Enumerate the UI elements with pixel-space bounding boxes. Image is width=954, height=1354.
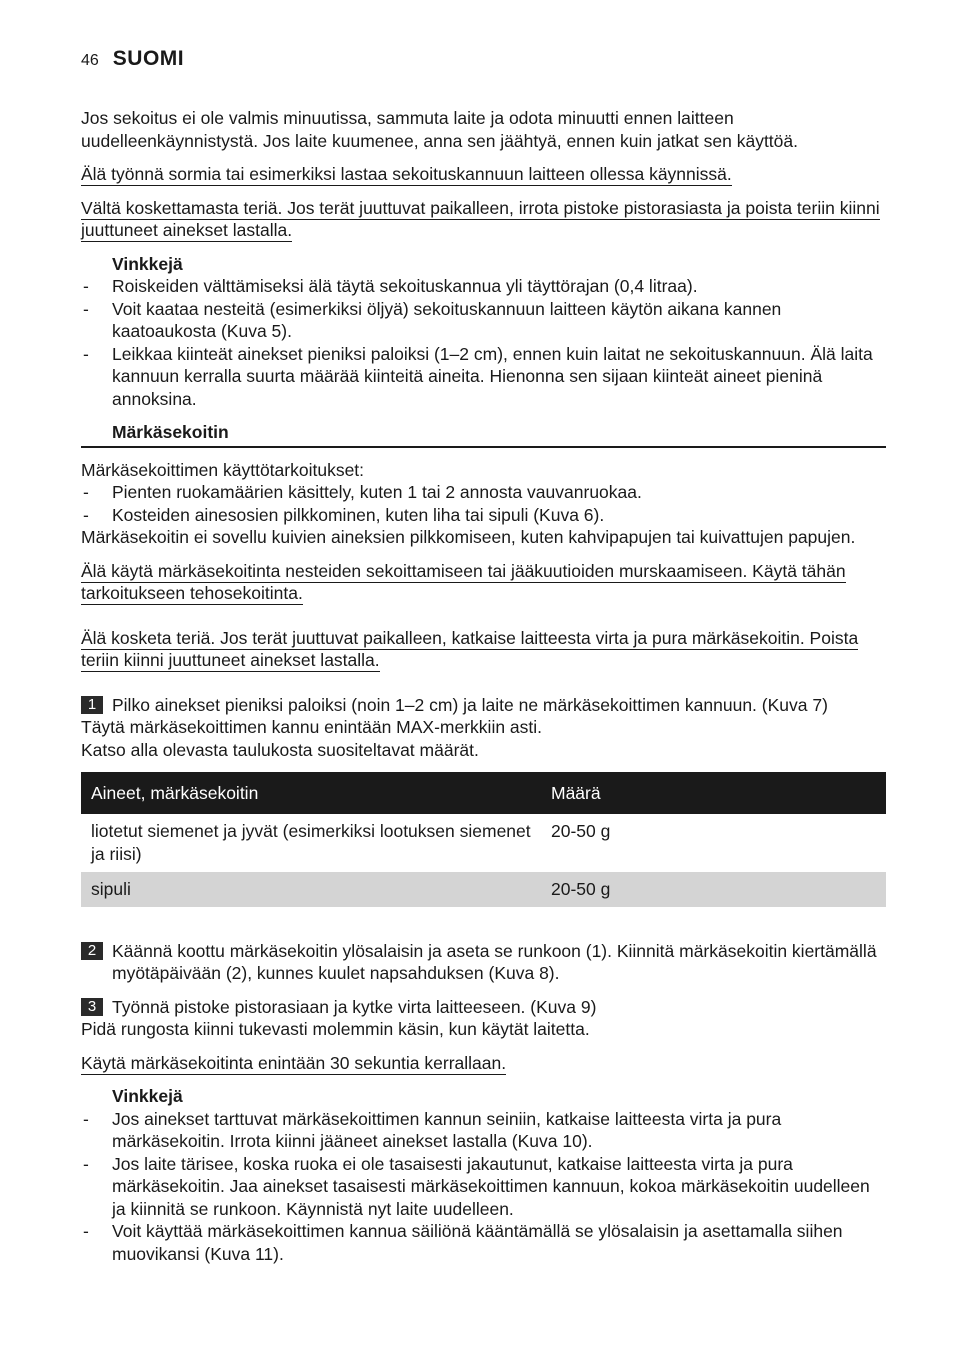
step-note: Täytä märkäsekoittimen kannu enintään MAX-merkkiin asti. [81, 717, 543, 737]
purposes-label: Märkäsekoittimen käyttötarkoitukset: [81, 459, 365, 480]
warning-fingers: Älä työnnä sormia tai esimerkiksi lastaa sekoituskannuun laitteen ollessa käynnissä. [81, 164, 732, 184]
warning-blades: Vältä koskettamasta teriä. Jos terät juuttuvat paikalleen, irrota pistoke pistorasiasta ja poista teriin kiinni juuttuneet ainekset lastalla. [81, 197, 880, 240]
step-number: 1 [81, 696, 103, 714]
step-text: Käännä koottu märkäsekoitin ylösalaisin ja aseta se runkoon (1). Kiinnitä märkäsekoitin kiertämällä myötäpäivään (2), kunnes kuulet napsahduksen (Kuva 8). [112, 940, 877, 983]
column-header: Määrä [541, 772, 886, 814]
list-item: - Pienten ruokamäärien käsittely, kuten 1 tai 2 annosta vauvanruokaa. [81, 481, 886, 504]
warning-liquids: Älä käytä märkäsekoitinta nesteiden sekoittamiseen tai jääkuutioiden murskaamiseen. Käytä tähän tarkoitukseen tehosekoitinta. [81, 560, 846, 603]
column-header: Aineet, märkäsekoitin [81, 772, 541, 814]
tips-section [81, 253, 886, 411]
table-cell: 20-50 g [541, 872, 886, 907]
table-row [81, 872, 886, 907]
purposes-list [81, 481, 886, 526]
wet-mill-heading: Märkäsekoitin [81, 421, 886, 448]
list-item: - Voit kaataa nesteitä (esimerkiksi öljyä) sekoituskannuun laitteen käytön aikana kannen kaatoaukosta (Kuva 5). [81, 298, 886, 343]
section-title: SUOMI [112, 47, 185, 70]
tips-heading: Vinkkejä [112, 253, 183, 274]
tips-section-2 [81, 1085, 886, 1265]
list-item: - Leikkaa kiinteät ainekset pieniksi paloiksi (1–2 cm), ennen kuin laitat ne sekoituskannuun. Älä laita kannuun kerralla suurta määrää kiinteitä aineita. Hienonna sen sijaan kiinteät aineet pieninä annoksina. [81, 343, 886, 411]
tips-list [81, 1108, 886, 1266]
list-item: - Roiskeiden välttämiseksi älä täytä sekoituskannua yli täyttörajan (0,4 litraa). [81, 275, 886, 298]
page-number: 46 [81, 52, 99, 69]
step-note: Katso alla olevasta taulukosta suositeltavat määrät. [81, 739, 479, 760]
table-cell: sipuli [81, 872, 541, 907]
list-item: - Kosteiden ainesosien pilkkominen, kuten liha tai sipuli (Kuva 6). [81, 504, 886, 527]
step-note: Pidä rungosta kiinni tukevasti molemmin käsin, kun käytät laitetta. [81, 1019, 590, 1039]
page-header [81, 48, 886, 74]
table-header-row [81, 772, 886, 814]
step-number: 3 [81, 998, 103, 1016]
manual-page [81, 48, 886, 1265]
step-1 [81, 694, 886, 717]
list-item: - Voit käyttää märkäsekoittimen kannua säiliönä kääntämällä se ylösalaisin ja asettamalla siihen muovikansi (Kuva 11). [81, 1220, 886, 1265]
table-cell: 20-50 g [551, 821, 611, 841]
not-suitable-note: Märkäsekoitin ei sovellu kuivien aineksien pilkkomiseen, kuten kahvipapujen tai kuivattujen papujen. [81, 527, 856, 547]
warning-touch-blades: Älä kosketa teriä. Jos terät juuttuvat paikalleen, katkaise laitteesta virta ja pura märkäsekoitin. Poista teriin kiinni juuttuneet ainekset lastalla. [81, 627, 859, 670]
tips-heading: Vinkkejä [112, 1086, 183, 1106]
tips-list [81, 275, 886, 410]
intro-paragraph: Jos sekoitus ei ole valmis minuutissa, sammuta laite ja odota minuutti ennen laitteen uudelleenkäynnistystä. Jos laite kuumenee, anna sen jäähtyä, ennen kuin jatkat sen käyttöä. [81, 108, 798, 151]
list-item: - Jos laite tärisee, koska ruoka ei ole tasaisesti jakautunut, katkaise laitteesta virta ja pura märkäsekoitin. Jaa ainekset tasaisesti märkäsekoittimen kannuun, kokoa märkäsekoitin uudelleen ja kiinnitä se runkoon. Käynnistä nyt laite uudelleen. [81, 1153, 886, 1221]
amounts-table [81, 772, 886, 907]
step-text: Pilko ainekset pieniksi paloiksi (noin 1–2 cm) ja laite ne märkäsekoittimen kannuun. (Kuva 7) [112, 694, 828, 715]
list-item: - Jos ainekset tarttuvat märkäsekoittimen kannun seiniin, katkaise laitteesta virta ja pura märkäsekoitin. Irrota kiinni jääneet ainekset lastalla (Kuva 10). [81, 1108, 886, 1153]
table-cell: liotetut siemenet ja jyvät (esimerkiksi lootuksen siemenet ja riisi) [91, 821, 531, 864]
step-text: Työnnä pistoke pistorasiaan ja kytke virta laitteeseen. (Kuva 9) [112, 996, 597, 1017]
table-row [81, 814, 886, 872]
step-3 [81, 996, 886, 1019]
step-2 [81, 940, 886, 985]
step-number: 2 [81, 942, 103, 960]
warning-duration: Käytä märkäsekoitinta enintään 30 sekuntia kerrallaan. [81, 1052, 507, 1073]
